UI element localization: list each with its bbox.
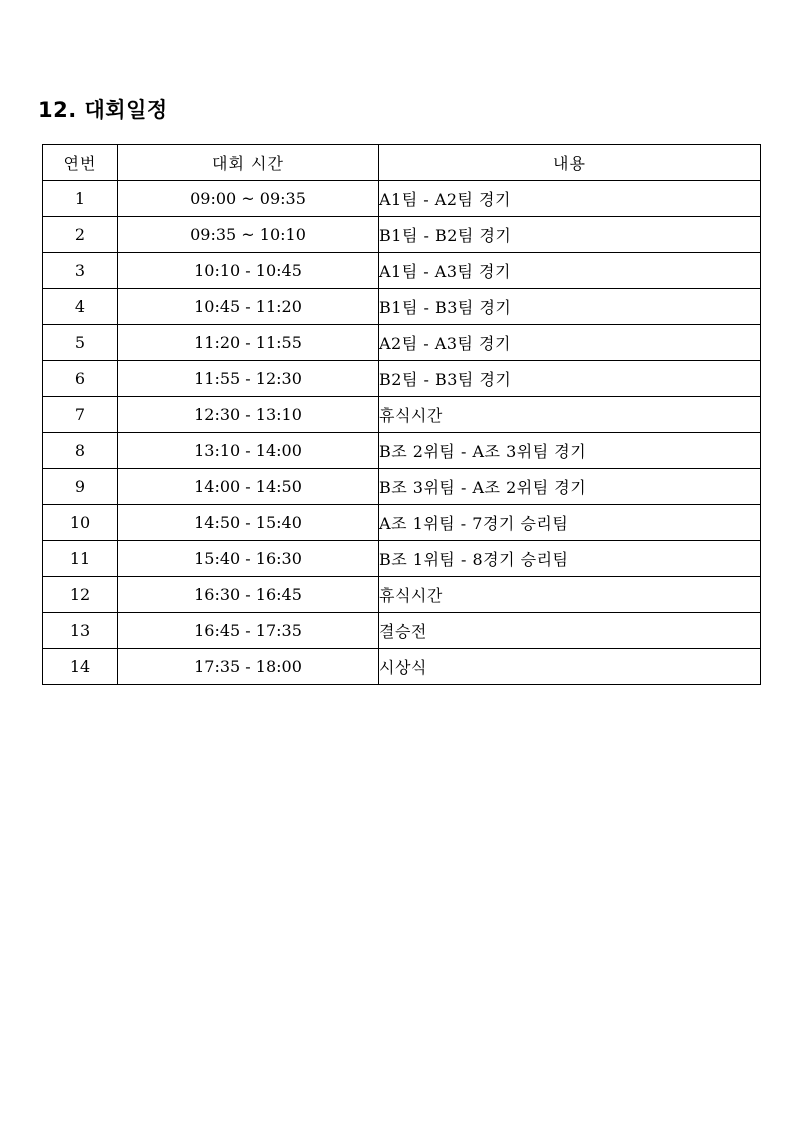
cell-time: 16:30 - 16:45 [118, 577, 379, 613]
cell-no: 11 [43, 541, 118, 577]
cell-content: B2팀 - B3팀 경기 [379, 361, 761, 397]
cell-content: B1팀 - B2팀 경기 [379, 217, 761, 253]
cell-time: 11:20 - 11:55 [118, 325, 379, 361]
cell-content: B1팀 - B3팀 경기 [379, 289, 761, 325]
header-row [43, 145, 761, 181]
table-row [43, 613, 761, 649]
cell-time: 15:40 - 16:30 [118, 541, 379, 577]
cell-content: A2팀 - A3팀 경기 [379, 325, 761, 361]
table-row [43, 253, 761, 289]
section-title: 12. 대회일정 [38, 98, 168, 122]
cell-content: A1팀 - A2팀 경기 [379, 181, 761, 217]
cell-time: 10:10 - 10:45 [118, 253, 379, 289]
table-row [43, 649, 761, 685]
cell-content: B조 1위팀 - 8경기 승리팀 [379, 541, 761, 577]
cell-no: 9 [43, 469, 118, 505]
cell-time: 14:50 - 15:40 [118, 505, 379, 541]
cell-content: 휴식시간 [379, 397, 761, 433]
cell-no: 2 [43, 217, 118, 253]
table-row [43, 217, 761, 253]
header-content: 내용 [379, 145, 761, 181]
cell-time: 12:30 - 13:10 [118, 397, 379, 433]
table-row [43, 505, 761, 541]
cell-time: 14:00 - 14:50 [118, 469, 379, 505]
schedule-table [42, 144, 761, 685]
header-no: 연번 [43, 145, 118, 181]
cell-content: B조 2위팀 - A조 3위팀 경기 [379, 433, 761, 469]
cell-time: 10:45 - 11:20 [118, 289, 379, 325]
cell-no: 7 [43, 397, 118, 433]
table-row [43, 469, 761, 505]
cell-time: 17:35 - 18:00 [118, 649, 379, 685]
cell-time: 09:35 ~ 10:10 [118, 217, 379, 253]
cell-time: 16:45 - 17:35 [118, 613, 379, 649]
cell-time: 09:00 ~ 09:35 [118, 181, 379, 217]
table-row [43, 289, 761, 325]
header-time: 대회 시간 [118, 145, 379, 181]
cell-content: 결승전 [379, 613, 761, 649]
cell-no: 6 [43, 361, 118, 397]
table-row [43, 361, 761, 397]
cell-no: 14 [43, 649, 118, 685]
cell-content: B조 3위팀 - A조 2위팀 경기 [379, 469, 761, 505]
table-row [43, 433, 761, 469]
cell-content: 휴식시간 [379, 577, 761, 613]
cell-no: 8 [43, 433, 118, 469]
cell-content: A1팀 - A3팀 경기 [379, 253, 761, 289]
cell-no: 10 [43, 505, 118, 541]
table-row [43, 325, 761, 361]
cell-no: 1 [43, 181, 118, 217]
cell-no: 12 [43, 577, 118, 613]
table-row [43, 541, 761, 577]
cell-content: 시상식 [379, 649, 761, 685]
table-row [43, 577, 761, 613]
cell-content: A조 1위팀 - 7경기 승리팀 [379, 505, 761, 541]
cell-no: 13 [43, 613, 118, 649]
table-row [43, 397, 761, 433]
cell-no: 3 [43, 253, 118, 289]
cell-no: 4 [43, 289, 118, 325]
cell-no: 5 [43, 325, 118, 361]
cell-time: 11:55 - 12:30 [118, 361, 379, 397]
table-row [43, 181, 761, 217]
cell-time: 13:10 - 14:00 [118, 433, 379, 469]
